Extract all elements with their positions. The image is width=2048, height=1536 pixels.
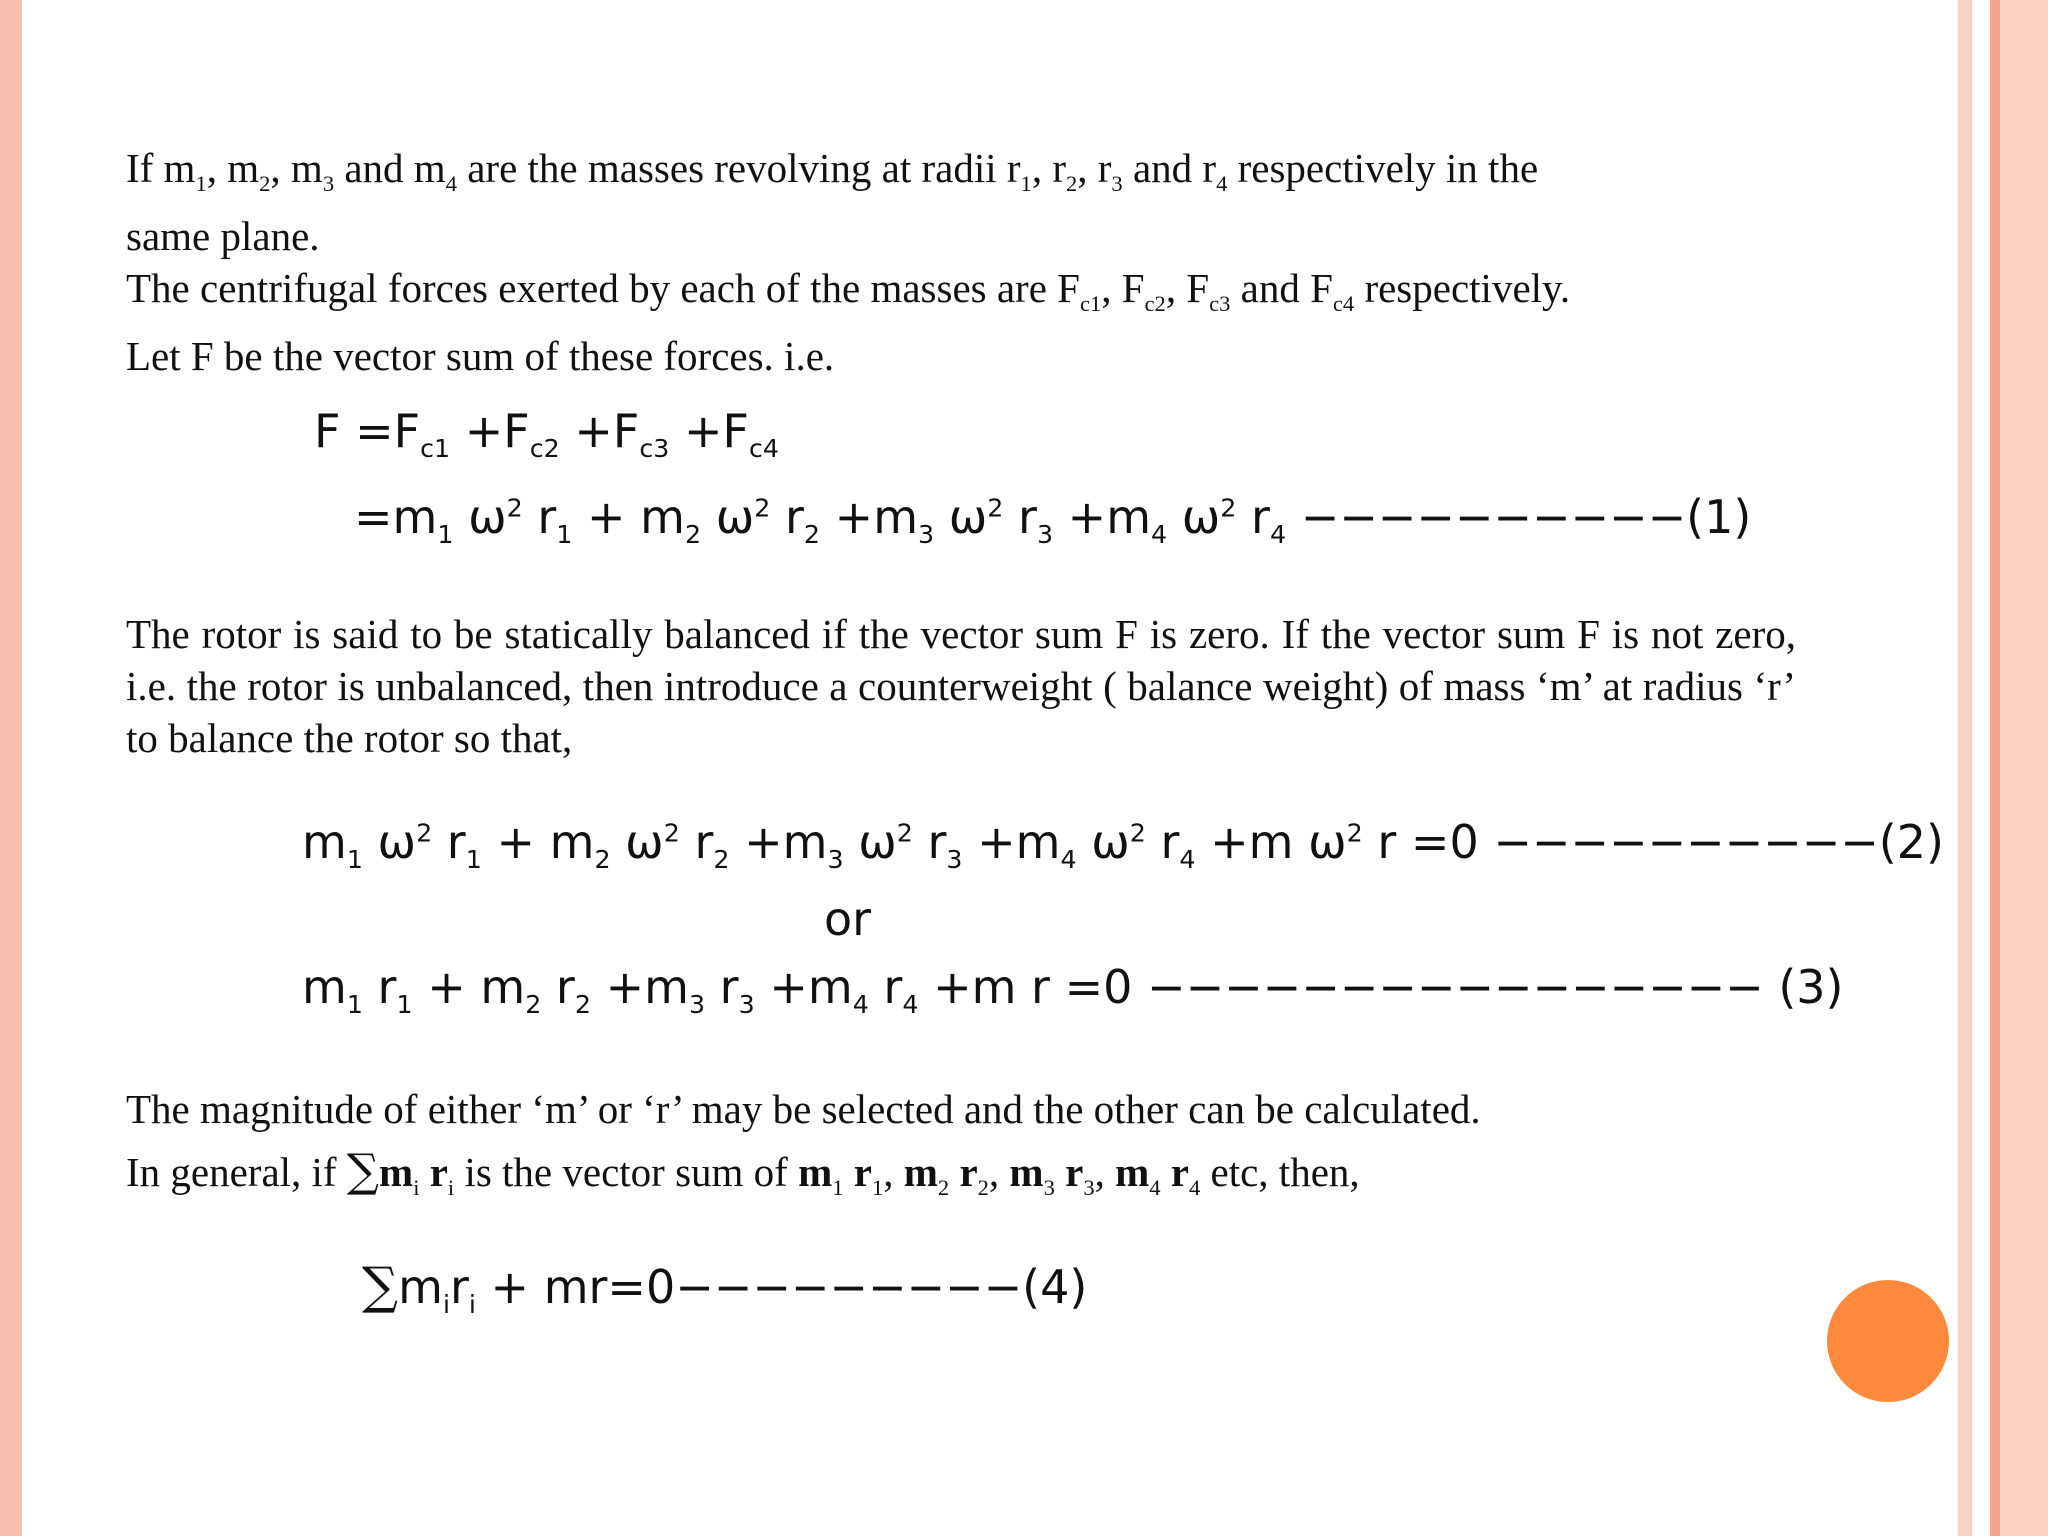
paragraph-1-line-4: Let F be the vector sum of these forces. i.e. — [126, 333, 835, 380]
left-border — [0, 0, 22, 1536]
paragraph-2 — [126, 608, 1796, 764]
summation-icon: ∑ — [362, 1256, 399, 1315]
paragraph-3-line-2: In general, if $\sum m_i$ $r_i$ is the vector sum of $m_1$ $r_1$, $m_2$ $r_2$, $m_3$ $r_3$, $m_4$ $r_4$ etc, then, — [126, 1144, 1360, 1201]
equation-2-dashes: −−−−−−−−−− — [1493, 815, 1879, 869]
equation-2: $m_1$ $\omega^2$ $r_1 + m_2$ $\omega^2$ $r_2 +m_3$ $\omega^2$ $r_3 +m_4$ $\omega^2$ $r_4 +m$ $\omega^2$ r =0 −−−−−−−−−−(2) — [302, 815, 1944, 875]
right-bar-light — [1958, 0, 1972, 1536]
equation-1-line-a: $F =F_{c1} +F_{c2} +F_{c3} +F_{c4}$ — [314, 404, 780, 464]
equation-1-dashes: −−−−−−−−−− — [1300, 490, 1687, 544]
paragraph-1-line-2: same plane. — [126, 213, 320, 260]
paragraph-3 — [126, 1083, 1806, 1214]
paragraph-1-line-3: The centrifugal forces exerted by each of the masses are $F_{c1}$, $F_{c2}$, $F_{c3}$ and $F_{c4}$ respectively. — [126, 265, 1571, 317]
equation-4: $\sum m_ir_i + mr=0---------(4)$ — [362, 1256, 1088, 1320]
equation-4-number: (4) — [1022, 1260, 1088, 1314]
paragraph-3-line-1: The magnitude of either ‘m’ or ‘r’ may be selected and the other can be calculated. — [126, 1086, 1481, 1132]
equation-3-number: (3) — [1778, 960, 1844, 1014]
equation-4-dashes: −−−−−−−−− — [675, 1260, 1023, 1314]
equation-3-dashes: −−−−−−−−−−−−−−−− — [1147, 960, 1764, 1014]
paragraph-1-line-1: If $m_1$, $m_2$, $m_3$ and $m_4$ are the masses revolving at radii $r_1$, $r_2$, $r_3$ and $r_4$ respectively in the — [126, 145, 1539, 197]
right-bar-dark — [1990, 0, 2000, 1536]
or-label: or — [824, 892, 872, 946]
accent-circle — [1827, 1280, 1949, 1402]
summation-icon: ∑ — [346, 1144, 380, 1197]
right-bar-outer — [2000, 0, 2048, 1536]
equation-2-number: (2) — [1878, 815, 1944, 869]
equation-1-line-b: $=m_1$ $\omega^2$ $r_1 + m_2$ $\omega^2$ $r_2 +m_3$ $\omega^2$ $r_3 +m_4$ $\omega^2$ $r_4 ----------(1)$ — [354, 490, 1752, 550]
paragraph-2-text: The rotor is said to be statically balanced if the vector sum F is zero. If the vector sum F is not zero, i.e. the rotor is unbalanced, then introduce a counterweight ( balance weight) of mass ‘m’ at radius ‘r’ to balance the rotor so that, — [126, 611, 1796, 761]
equation-3: $m_1$ $r_1 + m_2$ $r_2 +m_3$ $r_3 +m_4$ $r_4 +m$ r =0 −−−−−−−−−−−−−−−− (3) — [302, 960, 1844, 1020]
equation-1-number: (1) — [1686, 490, 1752, 544]
paragraph-1 — [126, 142, 1796, 382]
